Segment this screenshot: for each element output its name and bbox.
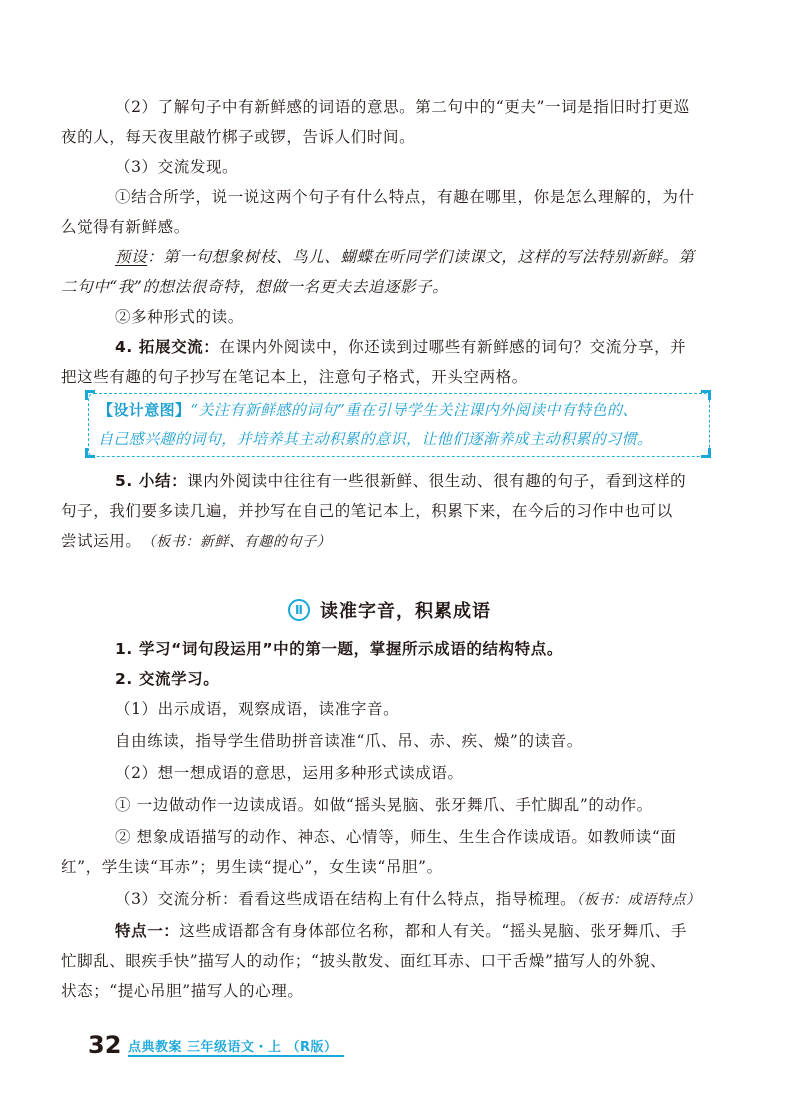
text-line: 这些成语都含有身体部位名称，都和人有关。“摇头晃脑、张牙舞爪、手 [179,922,688,940]
paragraph-show-idioms [88,694,710,724]
text-line: ①结合所学，说一说这两个句子有什么特点，有趣在哪里，你是怎么理解的，为什 [115,188,695,206]
paragraph-free-read [88,726,710,756]
text-line: ② 想象成语描写的动作、神态、心情等，师生、生生合作读成语。如教师读“面 [115,828,677,846]
text-line: （3）交流发现。 [115,158,239,176]
page-number: 32 [88,1031,122,1059]
text-line: 把这些有趣的句子抄写在笔记本上，注意句子格式，开头空两格。 [61,368,528,386]
text-line: 1. 学习“词句段运用”中的第一题，掌握所示成语的结构特点。 [115,640,563,658]
box-corner-ornament [701,448,711,458]
text-line: 自由练读，指导学生借助拼音读准“爪、吊、赤、疾、燥”的读音。 [115,732,583,750]
paragraph-combine [61,182,710,242]
design-intent-text [98,396,702,454]
text-line: 么觉得有新鲜感。 [61,218,190,236]
board-note: （板书：新鲜、有趣的句子） [141,534,332,550]
feature-label: 特点一： [115,922,180,940]
step-1-learn [88,634,710,664]
text-line: 在课内外阅读中，你还读到过哪些有新鲜感的词句？交流分享，并 [219,338,687,356]
text-line: 尝试运用。 [61,532,142,550]
text-line: 自己感兴趣的词句，并培养其主动积累的意识，让他们逐渐养成主动积累的习惯。 [98,430,653,448]
section-heading [288,597,491,623]
text-line: （2）了解句子中有新鲜感的词语的意思。第二句中的“更夫”一词是指旧时打更巡 [115,98,690,116]
text-line: 二句中“我”的想法很奇特，想做一名更夫去追逐影子。 [61,278,449,296]
paragraph-2-meaning [61,92,710,152]
step-label: 5. 小结： [115,472,188,490]
design-intent-tag: 【设计意图】 [98,401,191,419]
paragraph-imagine [61,822,710,882]
text-line: 状态；“提心吊胆”描写人的心理。 [61,982,304,1000]
paragraph-read-forms [88,302,710,332]
step-5-summary [61,466,710,557]
preset-paragraph [61,242,710,302]
feature-one-paragraph [61,916,710,1006]
paragraph-think-meaning [88,758,710,788]
paragraph-3-discuss [88,152,710,182]
text-line: ②多种形式的读。 [115,308,244,326]
text-line: 红”，学生读“耳赤”；男生读“提心”，女生读“吊胆”。 [61,858,443,876]
board-note: （板书：成语特点） [576,892,701,908]
text-line: （1）出示成语，观察成语，读准字音。 [115,700,400,718]
footer-underline [128,1055,344,1057]
step-4-extend [61,332,710,392]
text-line: ① 一边做动作一边读成语。如做“摇头晃脑、张牙舞爪、手忙脚乱”的动作。 [115,796,653,814]
section-number-badge: Ⅱ [288,599,310,621]
section-title: 读准字音，积累成语 [320,601,491,622]
text-line: “关注有新鲜感的词句”重在引导学生关注课内外阅读中有特色的、 [190,401,638,419]
paragraph-analyze [88,884,710,915]
box-corner-ornament [701,390,711,400]
paragraph-act-read [88,790,710,820]
text-line: （3）交流分析：看看这些成语在结构上有什么特点，指导梳理。 [115,890,577,908]
step-label: 4. 拓展交流： [115,338,220,356]
text-line: 课内外阅读中往往有一些很新鲜、很生动、很有趣的句子，看到这样的 [187,472,687,490]
text-line: （2）想一想成语的意思，运用多种形式读成语。 [115,764,464,782]
text-line: 句子，我们要多读几遍，并抄写在自己的笔记本上，积累下来，在今后的习作中也可以 [61,502,673,520]
step-2-exchange [88,664,710,694]
box-corner-ornament [85,390,95,400]
text-line: 夜的人，每天夜里敲竹梆子或锣，告诉人们时间。 [61,128,416,146]
text-line: 2. 交流学习。 [115,670,220,688]
text-line: ：第一句想象树枝、鸟儿、蝴蝶在听同学们读课文，这样的写法特别新鲜。第 [147,248,695,266]
box-corner-ornament [85,448,95,458]
footer-book-title: 点典教案 三年级语文・上 （R版） [128,1040,338,1055]
text-line: 忙脚乱、眼疾手快”描写人的动作；“披头散发、面红耳赤、口干舌燥”描写人的外貌、 [61,952,667,970]
preset-label: 预设 [115,248,148,266]
